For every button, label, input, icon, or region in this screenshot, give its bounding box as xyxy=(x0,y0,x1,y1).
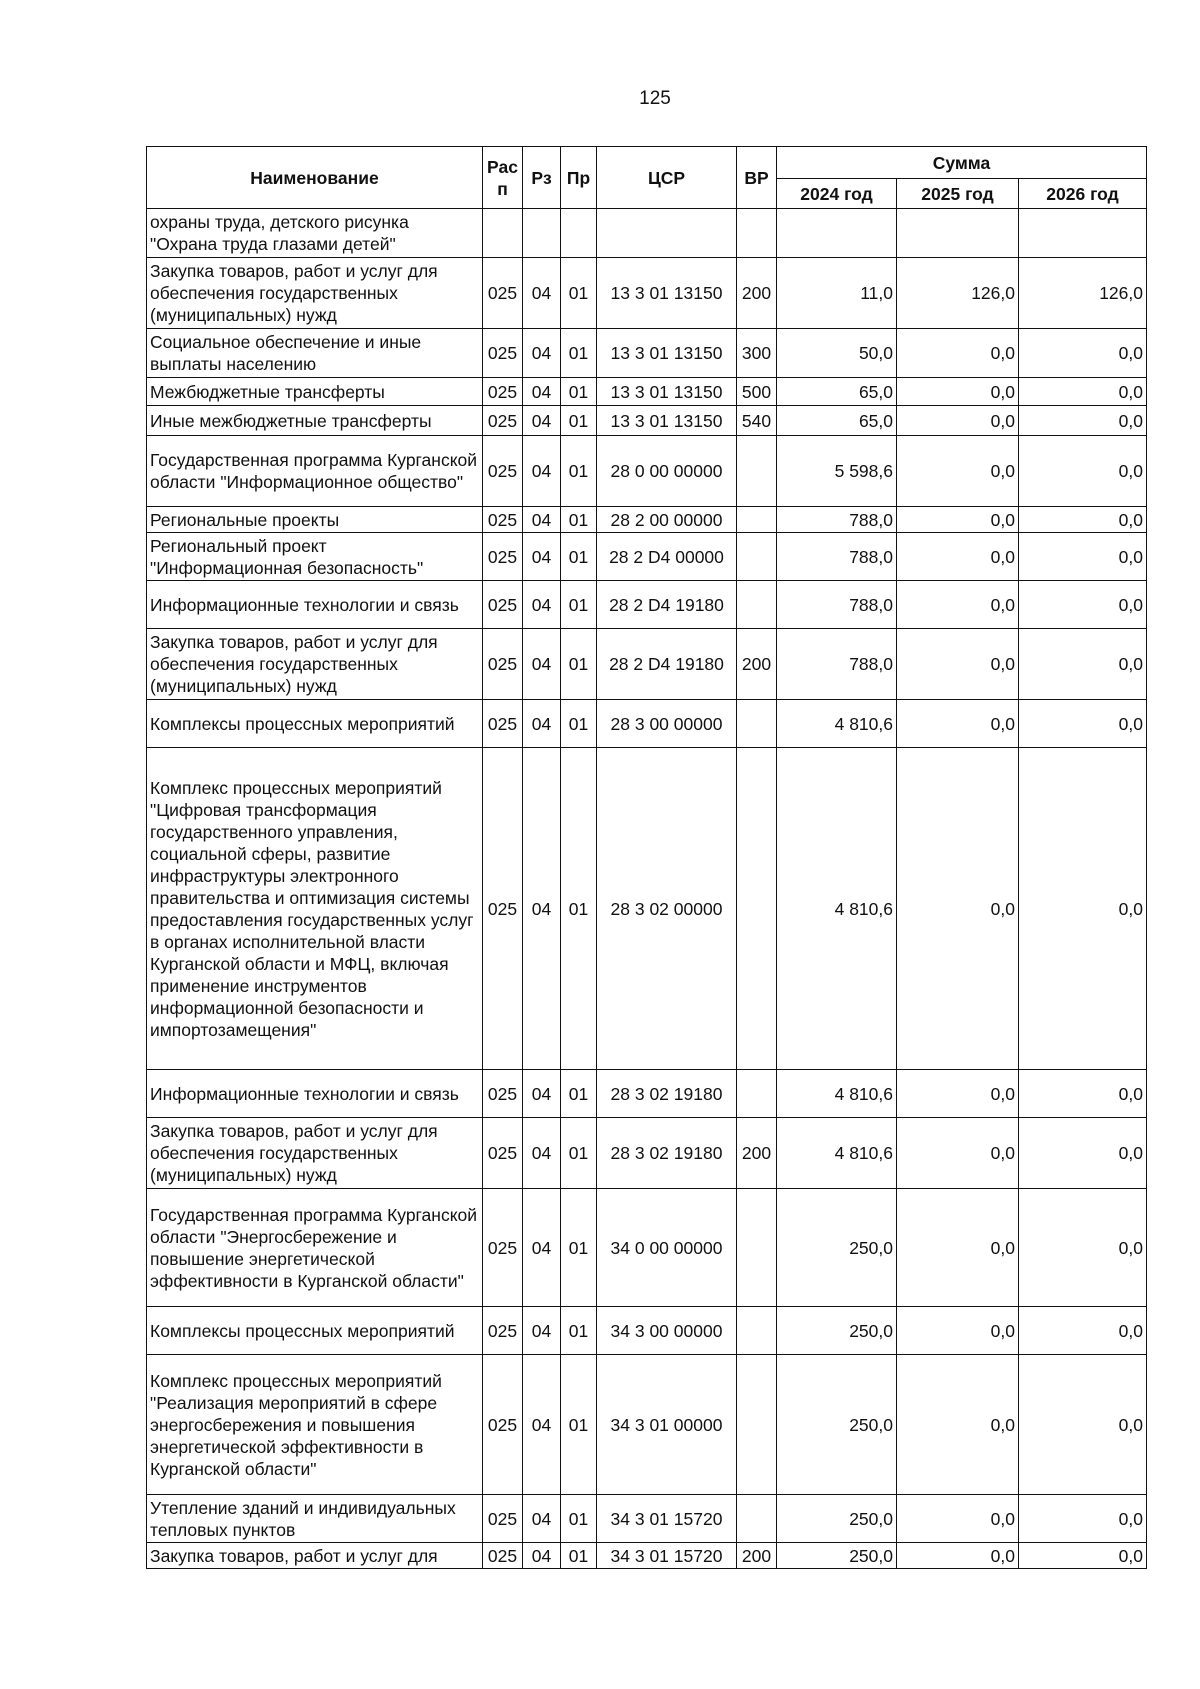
row-csr: 28 2 00 00000 xyxy=(597,507,737,533)
table-row xyxy=(147,1543,1147,1569)
row-name: Закупка товаров, работ и услуг для обеспечения государственных (муниципальных) нужд xyxy=(147,258,483,329)
row-2025: 0,0 xyxy=(897,329,1019,378)
row-rz: 04 xyxy=(523,581,561,629)
row-vr: 200 xyxy=(737,629,777,700)
row-rz: 04 xyxy=(523,436,561,507)
row-vr xyxy=(737,1355,777,1495)
row-name: Социальное обеспечение и иные выплаты населению xyxy=(147,329,483,378)
row-rz: 04 xyxy=(523,1189,561,1307)
row-pr: 01 xyxy=(561,436,597,507)
row-2026: 0,0 xyxy=(1019,533,1147,581)
table-row xyxy=(147,1118,1147,1189)
row-2026: 0,0 xyxy=(1019,507,1147,533)
row-2024: 250,0 xyxy=(777,1355,897,1495)
table-row xyxy=(147,378,1147,406)
row-rasp: 025 xyxy=(483,1070,523,1118)
row-csr: 28 0 00 00000 xyxy=(597,436,737,507)
row-rasp: 025 xyxy=(483,436,523,507)
row-name: Государственная программа Курганской области "Энергосбережение и повышение энергетической эффективности в Курганской области" xyxy=(147,1189,483,1307)
row-pr: 01 xyxy=(561,533,597,581)
row-csr: 28 3 02 00000 xyxy=(597,748,737,1070)
header-2024: 2024 год xyxy=(777,179,897,209)
row-pr: 01 xyxy=(561,329,597,378)
row-2024: 788,0 xyxy=(777,533,897,581)
row-2026: 0,0 xyxy=(1019,1070,1147,1118)
row-2026: 0,0 xyxy=(1019,1307,1147,1355)
row-vr: 540 xyxy=(737,406,777,436)
row-csr: 28 3 02 19180 xyxy=(597,1118,737,1189)
row-rz: 04 xyxy=(523,533,561,581)
row-pr xyxy=(561,209,597,258)
row-rasp: 025 xyxy=(483,1543,523,1569)
row-2025: 0,0 xyxy=(897,1543,1019,1569)
row-pr: 01 xyxy=(561,406,597,436)
row-2024: 4 810,6 xyxy=(777,748,897,1070)
row-2026: 0,0 xyxy=(1019,1355,1147,1495)
row-rz: 04 xyxy=(523,700,561,748)
row-2024: 250,0 xyxy=(777,1307,897,1355)
row-csr: 28 2 D4 00000 xyxy=(597,533,737,581)
table-row xyxy=(147,1495,1147,1543)
header-rz: Рз xyxy=(523,147,561,209)
header-sum: Сумма xyxy=(777,147,1147,179)
row-name: Информационные технологии и связь xyxy=(147,1070,483,1118)
row-2025: 0,0 xyxy=(897,1355,1019,1495)
row-2025: 0,0 xyxy=(897,1495,1019,1543)
row-2024: 250,0 xyxy=(777,1543,897,1569)
row-name: Комплекс процессных мероприятий "Реализация мероприятий в сфере энергосбережения и повышения энергетической эффективности в Курганской области" xyxy=(147,1355,483,1495)
table-row xyxy=(147,436,1147,507)
row-name: Региональный проект "Информационная безопасность" xyxy=(147,533,483,581)
row-vr xyxy=(737,209,777,258)
row-2026: 0,0 xyxy=(1019,436,1147,507)
budget-table xyxy=(146,146,1147,1569)
row-pr: 01 xyxy=(561,700,597,748)
row-vr xyxy=(737,700,777,748)
row-2025: 0,0 xyxy=(897,1189,1019,1307)
row-name: Утепление зданий и индивидуальных тепловых пунктов xyxy=(147,1495,483,1543)
row-name: Комплекс процессных мероприятий "Цифровая трансформация государственного управления, социальной сферы, развитие инфраструктуры электронного правительства и оптимизация системы предоставления государственных услуг в органах исполнительной власти Курганской области и МФЦ, включая применение инструментов информационной безопасности и импортозамещения" xyxy=(147,748,483,1070)
row-pr: 01 xyxy=(561,1189,597,1307)
row-vr xyxy=(737,1070,777,1118)
row-pr: 01 xyxy=(561,748,597,1070)
header-2025: 2025 год xyxy=(897,179,1019,209)
row-name: Комплексы процессных мероприятий xyxy=(147,1307,483,1355)
row-rasp: 025 xyxy=(483,581,523,629)
row-rz: 04 xyxy=(523,1307,561,1355)
row-2024: 11,0 xyxy=(777,258,897,329)
row-pr: 01 xyxy=(561,1495,597,1543)
row-2026: 0,0 xyxy=(1019,1543,1147,1569)
row-name: Закупка товаров, работ и услуг для обеспечения государственных (муниципальных) нужд xyxy=(147,629,483,700)
row-2025: 126,0 xyxy=(897,258,1019,329)
row-name: Иные межбюджетные трансферты xyxy=(147,406,483,436)
row-2025: 0,0 xyxy=(897,507,1019,533)
header-vr: ВР xyxy=(737,147,777,209)
page-number: 125 xyxy=(639,88,671,109)
row-rasp: 025 xyxy=(483,700,523,748)
row-rasp: 025 xyxy=(483,629,523,700)
header-csr: ЦСР xyxy=(597,147,737,209)
row-2025: 0,0 xyxy=(897,700,1019,748)
row-rz: 04 xyxy=(523,1355,561,1495)
row-rasp xyxy=(483,209,523,258)
row-vr: 500 xyxy=(737,378,777,406)
header-rasp: Рас п xyxy=(483,147,523,209)
row-2024: 4 810,6 xyxy=(777,700,897,748)
row-vr xyxy=(737,1495,777,1543)
row-2025: 0,0 xyxy=(897,1070,1019,1118)
row-csr: 28 3 00 00000 xyxy=(597,700,737,748)
row-2026: 0,0 xyxy=(1019,700,1147,748)
row-2024: 65,0 xyxy=(777,406,897,436)
row-csr: 13 3 01 13150 xyxy=(597,406,737,436)
row-rasp: 025 xyxy=(483,1118,523,1189)
row-2024: 50,0 xyxy=(777,329,897,378)
table-row xyxy=(147,1070,1147,1118)
row-pr: 01 xyxy=(561,581,597,629)
row-2025: 0,0 xyxy=(897,748,1019,1070)
row-csr: 34 3 01 15720 xyxy=(597,1495,737,1543)
row-2026: 0,0 xyxy=(1019,406,1147,436)
row-rasp: 025 xyxy=(483,533,523,581)
row-2024: 788,0 xyxy=(777,507,897,533)
row-2025: 0,0 xyxy=(897,581,1019,629)
header-pr: Пр xyxy=(561,147,597,209)
row-rz: 04 xyxy=(523,1495,561,1543)
row-2026: 0,0 xyxy=(1019,1118,1147,1189)
table-row xyxy=(147,1355,1147,1495)
row-rz: 04 xyxy=(523,378,561,406)
row-name: Информационные технологии и связь xyxy=(147,581,483,629)
row-vr xyxy=(737,507,777,533)
row-pr: 01 xyxy=(561,1355,597,1495)
table-row xyxy=(147,1307,1147,1355)
row-2024: 4 810,6 xyxy=(777,1070,897,1118)
header-name: Наименование xyxy=(147,147,483,209)
row-2024: 65,0 xyxy=(777,378,897,406)
row-vr xyxy=(737,748,777,1070)
row-rz: 04 xyxy=(523,1543,561,1569)
row-rasp: 025 xyxy=(483,1495,523,1543)
row-2025 xyxy=(897,209,1019,258)
row-rasp: 025 xyxy=(483,507,523,533)
row-pr: 01 xyxy=(561,1070,597,1118)
row-rz: 04 xyxy=(523,406,561,436)
row-csr: 28 2 D4 19180 xyxy=(597,629,737,700)
row-2026 xyxy=(1019,209,1147,258)
row-2026: 0,0 xyxy=(1019,581,1147,629)
table-row xyxy=(147,329,1147,378)
row-2025: 0,0 xyxy=(897,436,1019,507)
row-rz: 04 xyxy=(523,1118,561,1189)
row-2025: 0,0 xyxy=(897,1307,1019,1355)
row-2026: 0,0 xyxy=(1019,378,1147,406)
row-2026: 0,0 xyxy=(1019,1495,1147,1543)
table-row xyxy=(147,533,1147,581)
row-vr xyxy=(737,436,777,507)
row-rasp: 025 xyxy=(483,258,523,329)
table-row xyxy=(147,1189,1147,1307)
row-2026: 0,0 xyxy=(1019,748,1147,1070)
row-csr: 34 3 01 00000 xyxy=(597,1355,737,1495)
row-pr: 01 xyxy=(561,629,597,700)
row-2025: 0,0 xyxy=(897,1118,1019,1189)
row-csr: 13 3 01 13150 xyxy=(597,378,737,406)
row-rz xyxy=(523,209,561,258)
row-rasp: 025 xyxy=(483,329,523,378)
row-2025: 0,0 xyxy=(897,406,1019,436)
row-name: Государственная программа Курганской области "Информационное общество" xyxy=(147,436,483,507)
row-vr xyxy=(737,533,777,581)
row-rasp: 025 xyxy=(483,1307,523,1355)
row-csr: 34 3 01 15720 xyxy=(597,1543,737,1569)
row-csr: 28 2 D4 19180 xyxy=(597,581,737,629)
row-2024: 5 598,6 xyxy=(777,436,897,507)
row-vr xyxy=(737,1189,777,1307)
row-rz: 04 xyxy=(523,1070,561,1118)
row-name: Межбюджетные трансферты xyxy=(147,378,483,406)
row-csr: 34 3 00 00000 xyxy=(597,1307,737,1355)
table-row xyxy=(147,258,1147,329)
row-2024: 250,0 xyxy=(777,1495,897,1543)
row-vr: 200 xyxy=(737,1118,777,1189)
row-pr: 01 xyxy=(561,1543,597,1569)
row-rasp: 025 xyxy=(483,748,523,1070)
row-2025: 0,0 xyxy=(897,629,1019,700)
row-rz: 04 xyxy=(523,258,561,329)
row-2025: 0,0 xyxy=(897,533,1019,581)
row-name: Закупка товаров, работ и услуг для обеспечения государственных (муниципальных) нужд xyxy=(147,1118,483,1189)
row-rasp: 025 xyxy=(483,378,523,406)
row-pr: 01 xyxy=(561,1307,597,1355)
row-rasp: 025 xyxy=(483,406,523,436)
row-pr: 01 xyxy=(561,258,597,329)
row-vr: 200 xyxy=(737,1543,777,1569)
row-2026: 126,0 xyxy=(1019,258,1147,329)
row-vr xyxy=(737,1307,777,1355)
row-2026: 0,0 xyxy=(1019,1189,1147,1307)
header-row-top xyxy=(147,147,1147,179)
row-vr: 300 xyxy=(737,329,777,378)
row-csr: 34 0 00 00000 xyxy=(597,1189,737,1307)
table-row xyxy=(147,748,1147,1070)
row-csr: 28 3 02 19180 xyxy=(597,1070,737,1118)
table-row xyxy=(147,507,1147,533)
row-csr: 13 3 01 13150 xyxy=(597,258,737,329)
row-name: охраны труда, детского рисунка "Охрана труда глазами детей" xyxy=(147,209,483,258)
row-csr: 13 3 01 13150 xyxy=(597,329,737,378)
row-rz: 04 xyxy=(523,748,561,1070)
row-pr: 01 xyxy=(561,507,597,533)
row-2026: 0,0 xyxy=(1019,329,1147,378)
row-name: Закупка товаров, работ и услуг для xyxy=(147,1543,483,1569)
table-row xyxy=(147,629,1147,700)
table-row xyxy=(147,209,1147,258)
row-csr xyxy=(597,209,737,258)
row-2024 xyxy=(777,209,897,258)
row-rz: 04 xyxy=(523,507,561,533)
row-rz: 04 xyxy=(523,629,561,700)
table-row xyxy=(147,406,1147,436)
header-2026: 2026 год xyxy=(1019,179,1147,209)
table-row xyxy=(147,700,1147,748)
table-row xyxy=(147,581,1147,629)
row-2024: 250,0 xyxy=(777,1189,897,1307)
row-2026: 0,0 xyxy=(1019,629,1147,700)
row-vr: 200 xyxy=(737,258,777,329)
row-2024: 4 810,6 xyxy=(777,1118,897,1189)
row-vr xyxy=(737,581,777,629)
row-pr: 01 xyxy=(561,378,597,406)
row-2024: 788,0 xyxy=(777,629,897,700)
row-2025: 0,0 xyxy=(897,378,1019,406)
row-rasp: 025 xyxy=(483,1189,523,1307)
row-rasp: 025 xyxy=(483,1355,523,1495)
row-name: Комплексы процессных мероприятий xyxy=(147,700,483,748)
row-2024: 788,0 xyxy=(777,581,897,629)
row-name: Региональные проекты xyxy=(147,507,483,533)
row-rz: 04 xyxy=(523,329,561,378)
row-pr: 01 xyxy=(561,1118,597,1189)
